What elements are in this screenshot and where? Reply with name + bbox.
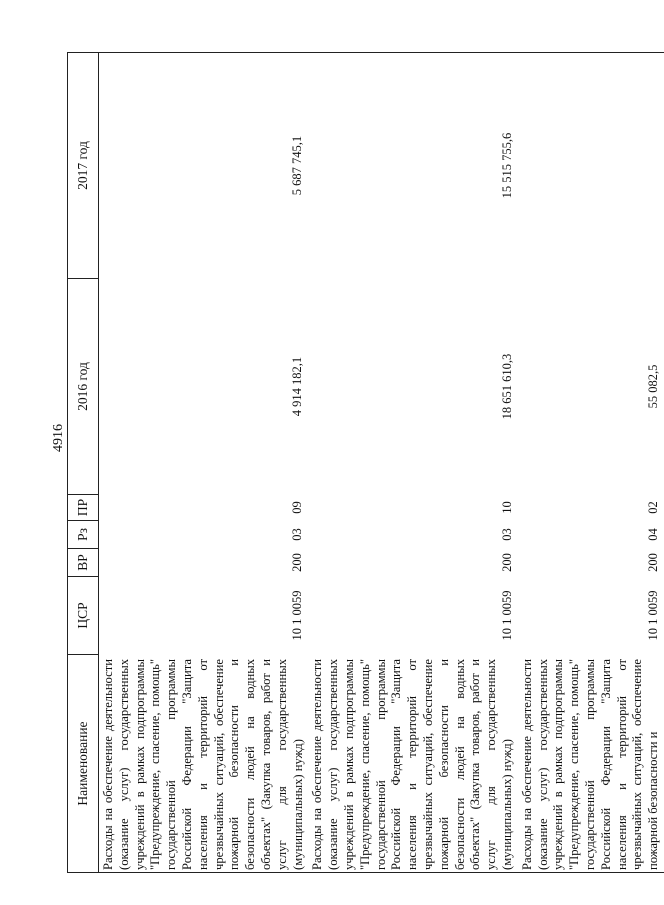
header-2016: 2016 год	[68, 279, 99, 495]
page-number: 4916	[51, 424, 66, 452]
row-value-2017: 15 515 755,6	[308, 53, 517, 279]
table-row	[518, 53, 664, 873]
header-2017: 2017 год	[68, 53, 99, 279]
header-vr: ВР	[68, 549, 99, 577]
row-csr: 10 1 0059	[645, 590, 660, 641]
row-vr: 200	[499, 553, 514, 572]
row-value-2017	[518, 53, 664, 279]
row-value-2016: 4 914 182,1	[290, 356, 305, 417]
row-value-2016: 55 082,5	[645, 364, 660, 409]
table-row	[99, 53, 309, 873]
row-rz: 04	[645, 528, 660, 541]
header-rz: Рз	[68, 521, 99, 549]
row-pr: 02	[645, 501, 660, 514]
row-value-2017: 5 687 745,1	[99, 53, 309, 279]
row-value-2016: 18 651 610,3	[499, 353, 514, 420]
row-rz: 03	[499, 528, 514, 541]
budget-table	[67, 52, 664, 873]
table-header-row	[68, 53, 99, 873]
row-name: Расходы на обеспечение деятельности (оказание услуг) государственных учреждений в рамках подпрограммы "Предупреждение, спасение, помощь" государственной программы Российской Федерации "Защита населения и территорий от чрезвычайных ситуаций, обеспечение пожарной безопасности и	[518, 655, 664, 873]
table-row	[308, 53, 517, 873]
header-name: Наименование	[68, 655, 99, 873]
header-pr: ПР	[68, 495, 99, 521]
rotated-page-content	[67, 53, 661, 873]
row-vr: 200	[290, 553, 305, 572]
row-vr: 200	[645, 553, 660, 572]
row-name: Расходы на обеспечение деятельности (оказание услуг) государственных учреждений в рамках подпрограммы "Предупреждение, спасение, помощь" государственной программы Российской Федерации "Защита населения и территорий от чрезвычайных ситуаций, обеспечение пожарной безопасности и безопасности людей на водных объектах" (Закупка товаров, работ и услуг для государственных (муниципальных) нужд)	[99, 655, 309, 873]
row-pr: 10	[499, 501, 514, 514]
row-csr: 10 1 0059	[499, 590, 514, 641]
row-rz: 03	[290, 528, 305, 541]
row-csr: 10 1 0059	[290, 590, 305, 641]
row-pr: 09	[290, 501, 305, 514]
header-csr: ЦСР	[68, 577, 99, 655]
row-name: Расходы на обеспечение деятельности (оказание услуг) государственных учреждений в рамках подпрограммы "Предупреждение, спасение, помощь" государственной программы Российской Федерации "Защита населения и территорий от чрезвычайных ситуаций, обеспечение пожарной безопасности и безопасности людей на водных объектах" (Закупка товаров, работ и услуг для государственных (муниципальных) нужд)	[308, 655, 517, 873]
